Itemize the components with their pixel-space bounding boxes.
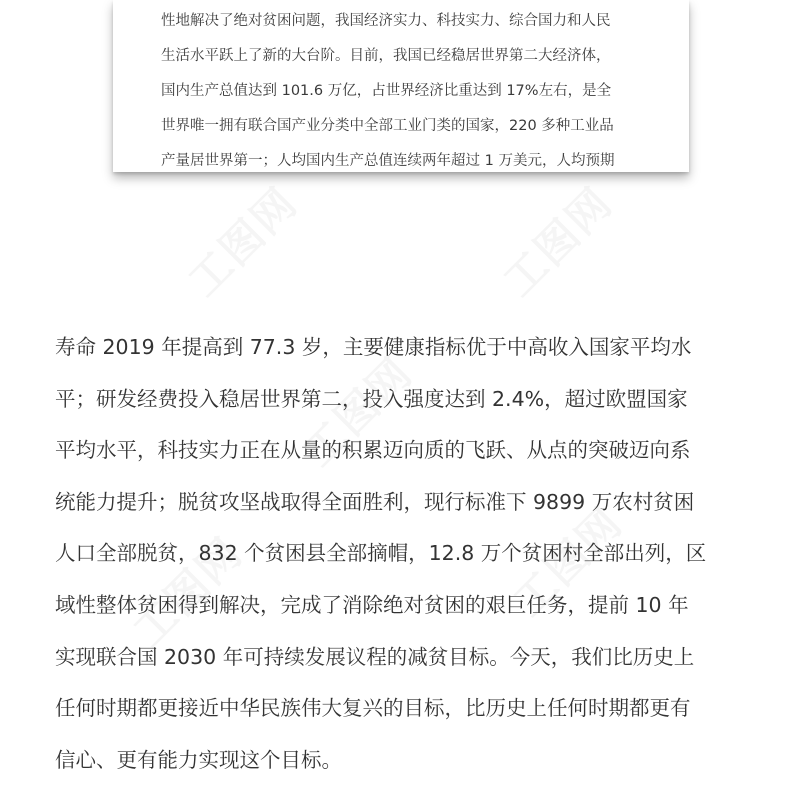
paragraph-line: 平；研发经费投入稳居世界第二，投入强度达到 2.4%，超过欧盟国家 — [55, 386, 688, 411]
card-text-line: 生活水平跃上了新的大台阶。目前，我国已经稳居世界第二大经济体， — [161, 48, 611, 64]
card-text-line: 世界唯一拥有联合国产业分类中全部工业门类的国家，220 多种工业品 — [161, 118, 614, 134]
paragraph-line: 实现联合国 2030 年可持续发展议程的减贫目标。今天，我们比历史上 — [55, 644, 695, 669]
watermark-text: 工图网 — [493, 177, 622, 306]
article-paragraph — [55, 327, 755, 791]
watermark-text: 工图网 — [293, 347, 422, 476]
card-text-line: 性地解决了绝对贫困问题，我国经济实力、科技实力、综合国力和人民 — [161, 13, 611, 29]
card-text-line: 产量居世界第一；人均国内生产总值连续两年超过 1 万美元，人均预期 — [161, 153, 615, 169]
watermark-text: 工图网 — [123, 527, 252, 656]
watermark-text: 工图网 — [178, 177, 307, 306]
paragraph-line: 信心、更有能力实现这个目标。 — [55, 747, 342, 772]
paragraph-line: 寿命 2019 年提高到 77.3 岁，主要健康指标优于中高收入国家平均水 — [55, 335, 692, 359]
card-text-block — [161, 4, 661, 179]
paragraph-line: 人口全部脱贫，832 个贫困县全部摘帽，12.8 万个贫困村全部出列，区 — [55, 541, 707, 566]
paragraph-line: 任何时期都更接近中华民族伟大复兴的目标，比历史上任何时期都更有 — [55, 696, 691, 721]
paragraph-line: 域性整体贫困得到解决，完成了消除绝对贫困的艰巨任务，提前 10 年 — [55, 592, 689, 617]
watermark-text: 工图网 — [503, 497, 632, 626]
card-text-line: 国内生产总值达到 101.6 万亿，占世界经济比重达到 17%左右，是全 — [161, 83, 612, 99]
quote-card — [113, 0, 689, 172]
paragraph-line: 统能力提升；脱贫攻坚战取得全面胜利，现行标准下 9899 万农村贫困 — [55, 489, 695, 514]
paragraph-line: 平均水平，科技实力正在从量的积累迈向质的飞跃、从点的突破迈向系 — [55, 438, 691, 463]
